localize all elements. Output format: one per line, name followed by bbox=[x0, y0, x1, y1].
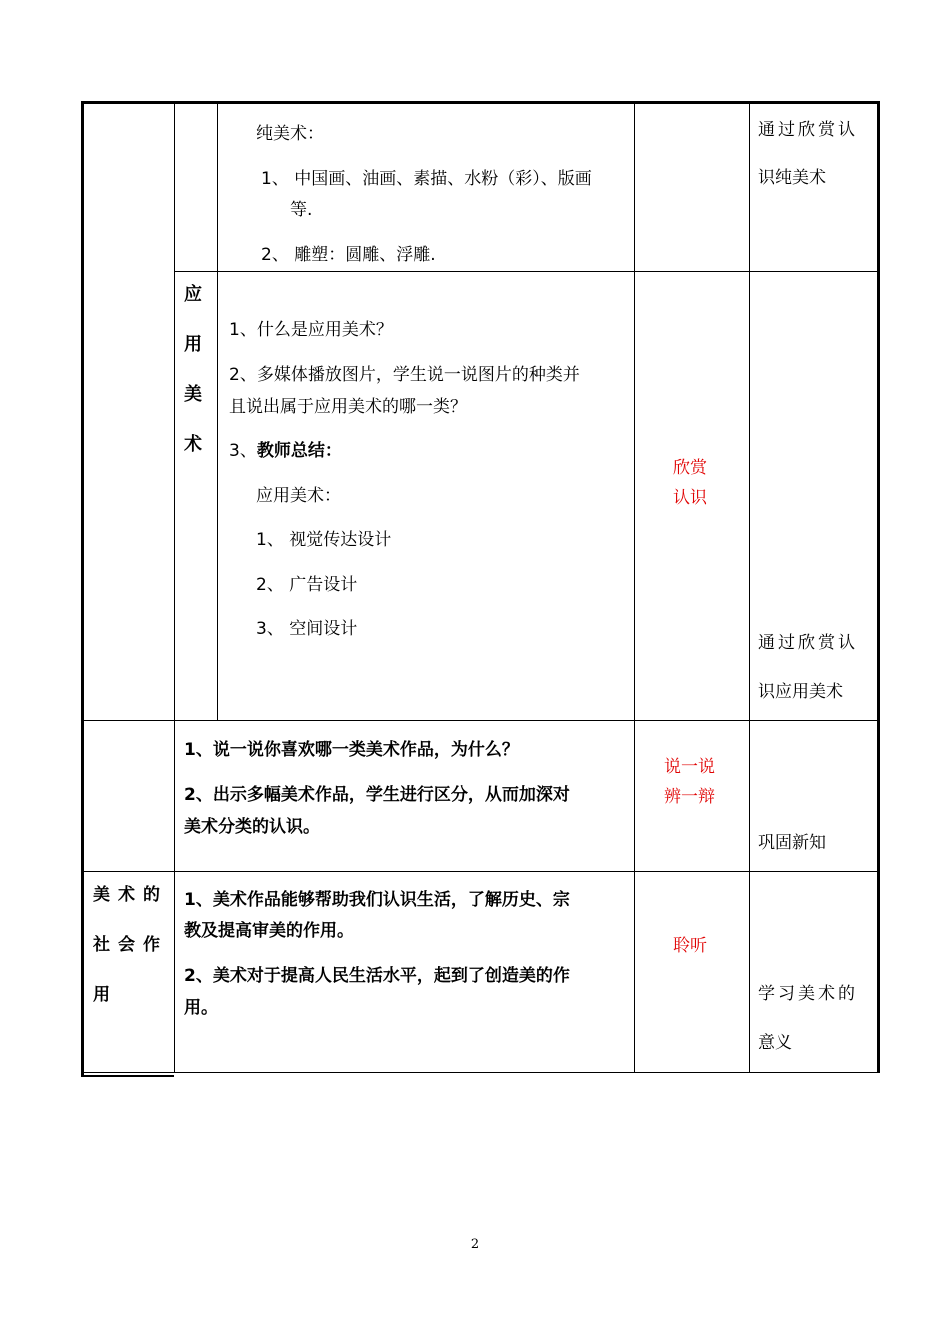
pure-art-item-1-line-1: 1、 中国画、油画、素描、水粉（彩）、版画 bbox=[261, 169, 592, 189]
table-border-top bbox=[81, 101, 880, 104]
applied-art-method-line-2: 认识 bbox=[673, 488, 707, 508]
consolidate-method-line-2: 辨一辩 bbox=[664, 787, 715, 807]
col-divider-2 bbox=[634, 104, 635, 1073]
applied-art-label-char-3: 美 bbox=[184, 384, 202, 405]
social-role-line-2a: 2、美术对于提高人民生活水平，起到了创造美的作 bbox=[184, 966, 570, 986]
social-role-label-line-1: 美术的 bbox=[93, 885, 168, 905]
table-border-left bbox=[81, 101, 84, 1077]
applied-art-question-2-line-1: 2、多媒体播放图片，学生说一说图片的种类并 bbox=[229, 365, 580, 385]
table-border-bottom-stub bbox=[81, 1075, 174, 1077]
applied-art-list-item: 3、 空间设计 bbox=[256, 619, 358, 639]
applied-art-label-char-1: 应 bbox=[184, 284, 202, 305]
applied-art-goal-line-1: 通过欣赏认 bbox=[758, 633, 858, 653]
col-divider-label bbox=[217, 104, 218, 720]
social-role-line-2b: 用。 bbox=[184, 998, 218, 1018]
applied-art-sub-heading: 应用美术： bbox=[256, 486, 341, 506]
social-role-line-1a: 1、美术作品能够帮助我们认识生活，了解历史、宗 bbox=[184, 890, 570, 910]
table-border-right bbox=[877, 101, 880, 1073]
pure-art-goal-line-2: 识纯美术 bbox=[758, 168, 826, 188]
social-role-goal-line-1: 学习美术的 bbox=[758, 984, 858, 1004]
row-divider-2 bbox=[84, 720, 877, 721]
consolidate-goal: 巩固新知 bbox=[758, 833, 826, 853]
applied-art-list-item: 2、 广告设计 bbox=[256, 575, 358, 595]
applied-art-question-3-number: 3、 bbox=[229, 441, 257, 461]
pure-art-item-2: 2、 雕塑：圆雕、浮雕. bbox=[261, 245, 436, 265]
social-role-line-1b: 教及提高审美的作用。 bbox=[184, 921, 354, 941]
consolidate-line-2a: 2、出示多幅美术作品，学生进行区分，从而加深对 bbox=[184, 785, 570, 805]
page-number: 2 bbox=[470, 1237, 480, 1252]
applied-art-list-item: 1、 视觉传达设计 bbox=[256, 530, 392, 550]
social-role-goal-line-2: 意义 bbox=[758, 1033, 792, 1053]
row-divider-3 bbox=[84, 871, 877, 872]
applied-art-question-3 bbox=[229, 440, 342, 462]
row-divider-1 bbox=[174, 271, 877, 272]
social-role-label-line-2: 社会作 bbox=[93, 935, 168, 955]
pure-art-goal-line-1: 通过欣赏认 bbox=[758, 120, 858, 140]
applied-art-method-line-1: 欣赏 bbox=[673, 458, 707, 478]
consolidate-line-2b: 美术分类的认识。 bbox=[184, 817, 320, 837]
consolidate-method-line-1: 说一说 bbox=[664, 757, 715, 777]
pure-art-heading: 纯美术： bbox=[256, 124, 324, 144]
applied-art-question-2-line-2: 且说出属于应用美术的哪一类？ bbox=[229, 397, 467, 417]
applied-art-label-char-4: 术 bbox=[184, 434, 202, 455]
consolidate-line-1: 1、说一说你喜欢哪一类美术作品，为什么？ bbox=[184, 740, 519, 760]
social-role-label-line-3: 用 bbox=[93, 985, 110, 1005]
social-role-method: 聆听 bbox=[673, 936, 707, 956]
applied-art-question-1: 1、什么是应用美术？ bbox=[229, 320, 393, 340]
col-divider-3 bbox=[749, 104, 750, 1073]
applied-art-goal-line-2: 识应用美术 bbox=[758, 682, 843, 702]
col-divider-1 bbox=[174, 104, 175, 1073]
pure-art-item-1-line-2: 等. bbox=[290, 200, 313, 220]
applied-art-teacher-summary: 教师总结： bbox=[256, 441, 342, 461]
applied-art-label-char-2: 用 bbox=[184, 334, 202, 355]
table-border-bottom bbox=[81, 1072, 880, 1073]
